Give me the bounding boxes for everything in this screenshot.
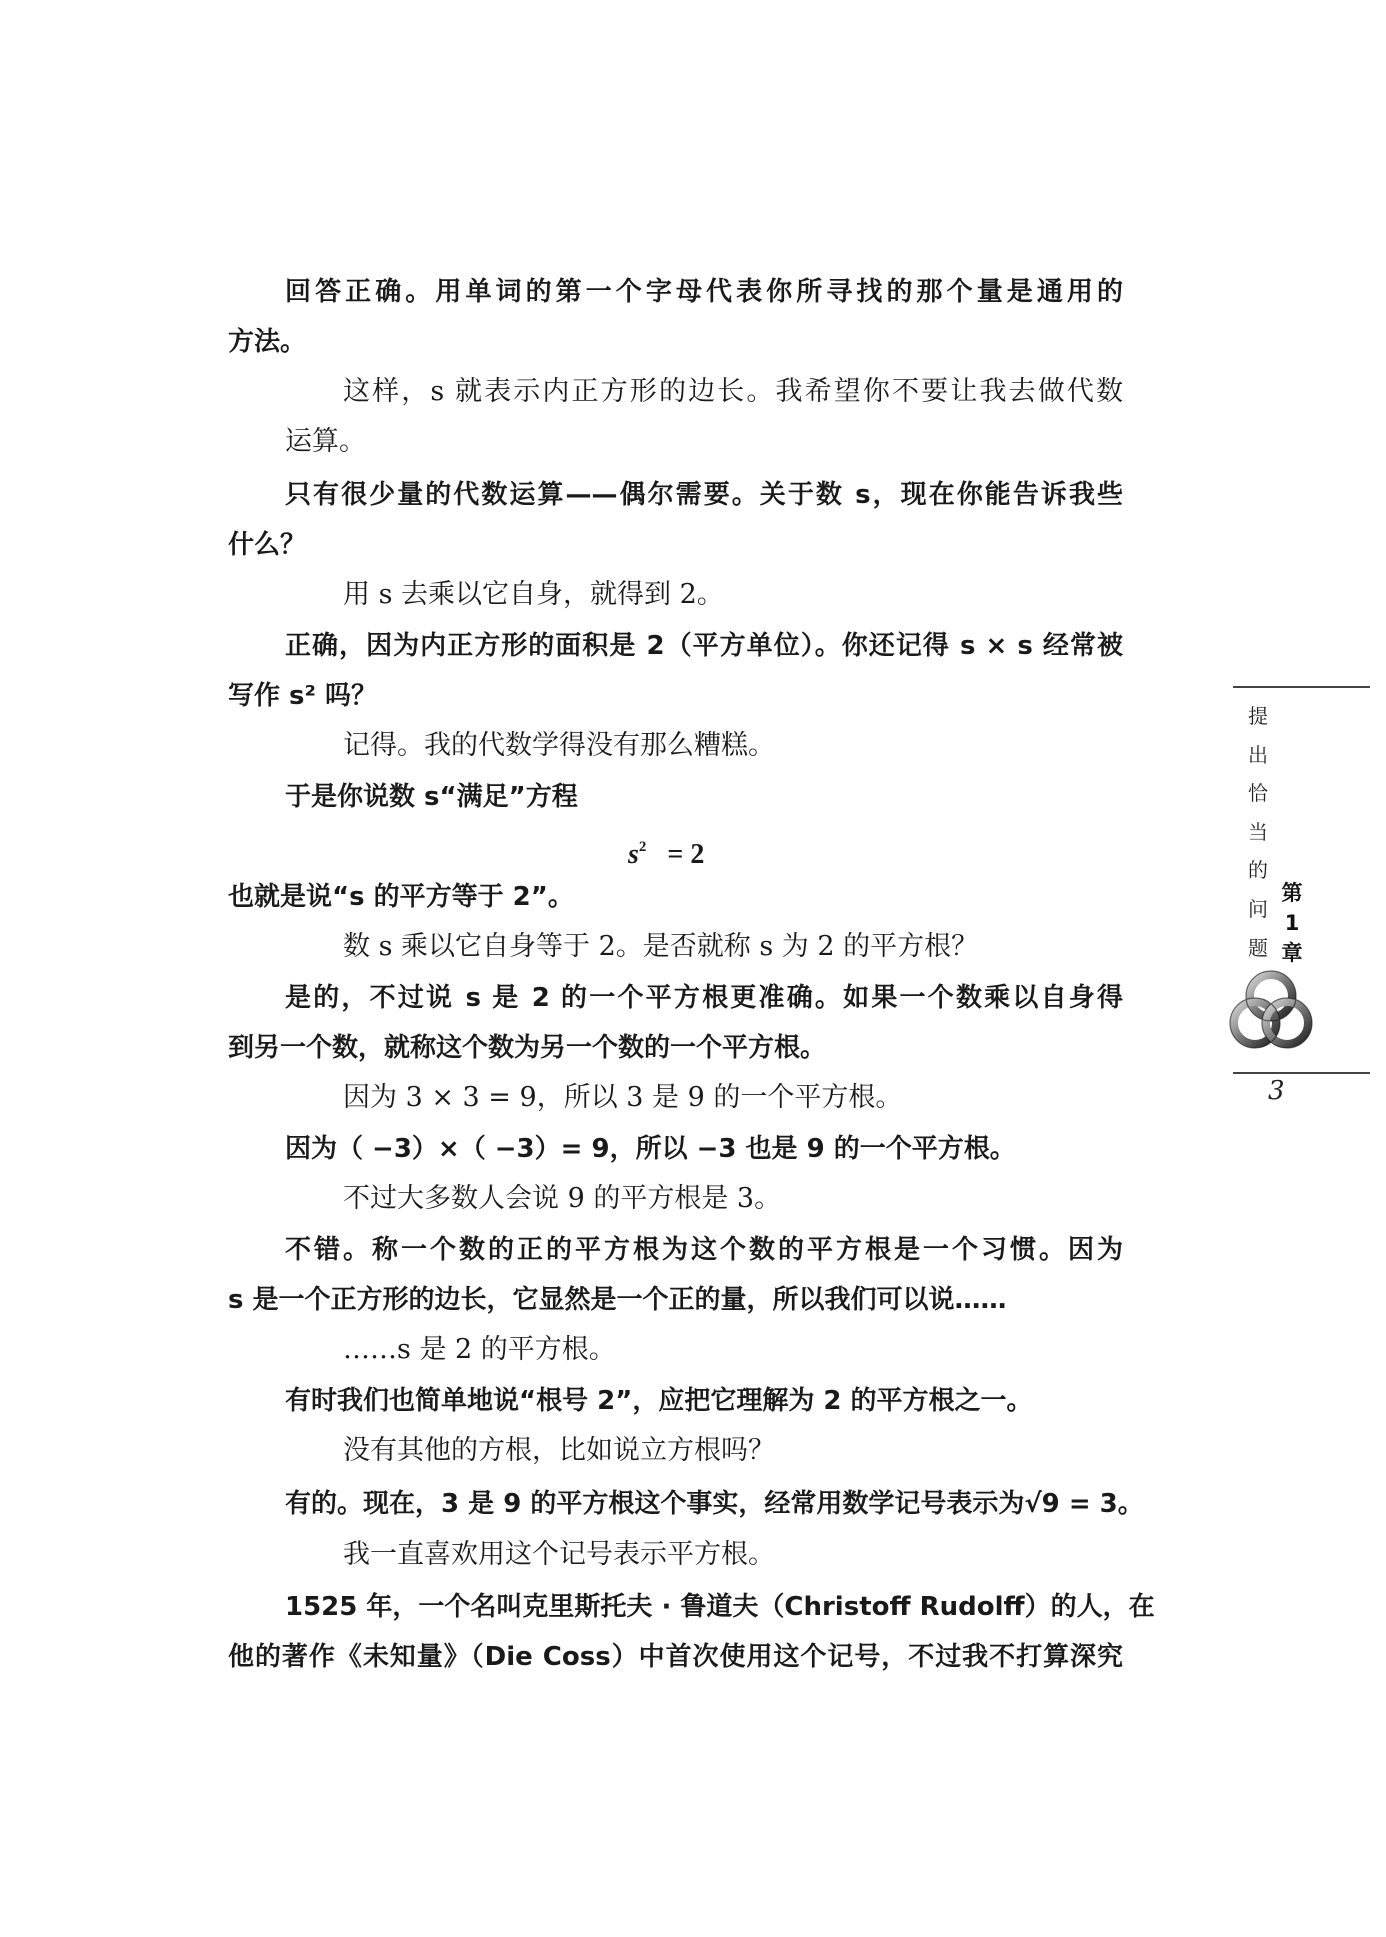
section-title-char: 问 xyxy=(1248,896,1268,921)
section-title-char: 提 xyxy=(1248,704,1268,728)
student-line: 因为 3 × 3 = 9，所以 3 是 9 的一个平方根。 xyxy=(343,1082,903,1113)
student-line: 记得。我的代数学得没有那么糟糕。 xyxy=(343,730,775,761)
teacher-line: 什么？ xyxy=(228,530,307,560)
sidebar-bottom-rule xyxy=(1233,1072,1370,1074)
section-title-char: 当 xyxy=(1248,819,1268,844)
section-title-char: 的 xyxy=(1248,858,1268,883)
section-title-vertical xyxy=(1244,697,1272,967)
student-line: 运算。 xyxy=(285,426,366,457)
student-line: ……s 是 2 的平方根。 xyxy=(343,1334,616,1365)
teacher-line: 不错。称一个数的正的平方根为这个数的平方根是一个习惯。因为 xyxy=(285,1235,1123,1265)
teacher-line: 到另一个数，就称这个数为另一个数的一个平方根。 xyxy=(228,1033,827,1063)
teacher-line: s 是一个正方形的边长，它显然是一个正的量，所以我们可以说…… xyxy=(228,1285,1007,1315)
student-line: 没有其他的方根，比如说立方根吗？ xyxy=(343,1435,775,1466)
teacher-line: 有时我们也简单地说“根号 2”，应把它理解为 2 的平方根之一。 xyxy=(285,1386,1033,1416)
teacher-line: 正确，因为内正方形的面积是 2（平方单位）。你还记得 s × s 经常被 xyxy=(285,631,1123,661)
sidebar-top-rule xyxy=(1233,686,1370,688)
teacher-line: 也就是说“s 的平方等于 2”。 xyxy=(228,882,574,912)
equation-s-squared xyxy=(628,827,704,875)
student-line: 不过大多数人会说 9 的平方根是 3。 xyxy=(343,1183,782,1214)
chapter-char: 第 xyxy=(1281,881,1303,905)
student-line: 我一直喜欢用这个记号表示平方根。 xyxy=(343,1539,775,1570)
teacher-line: 方法。 xyxy=(228,327,307,357)
teacher-line: 只有很少量的代数运算——偶尔需要。关于数 s，现在你能告诉我些 xyxy=(285,480,1123,510)
teacher-line: 因为（ −3）×（ −3）= 9，所以 −3 也是 9 的一个平方根。 xyxy=(285,1134,1016,1164)
trefoil-knot-icon xyxy=(1226,968,1316,1054)
page-number: 3 xyxy=(1268,1076,1285,1106)
student-line: 数 s 乘以它自身等于 2。是否就称 s 为 2 的平方根？ xyxy=(343,931,979,962)
equation-exponent: 2 xyxy=(638,839,647,855)
section-title-char: 出 xyxy=(1248,742,1268,767)
chapter-label xyxy=(1278,878,1306,968)
teacher-line: 他的著作《未知量》（Die Coss）中首次使用这个记号，不过我不打算深究 xyxy=(228,1642,1123,1672)
teacher-line: 有的。现在，3 是 9 的平方根这个事实，经常用数学记号表示为√9 = 3。 xyxy=(285,1489,1144,1519)
teacher-line: 1525 年，一个名叫克里斯托夫 · 鲁道夫（Christoff Rudolff）的人，在 xyxy=(285,1592,1155,1622)
teacher-line: 回答正确。用单词的第一个字母代表你所寻找的那个量是通用的 xyxy=(285,277,1123,307)
chapter-char: 1 xyxy=(1284,911,1300,935)
teacher-line: 是的，不过说 s 是 2 的一个平方根更准确。如果一个数乘以自身得 xyxy=(285,983,1123,1013)
equation-rhs: = 2 xyxy=(667,839,705,870)
student-line: 这样，s 就表示内正方形的边长。我希望你不要让我去做代数 xyxy=(343,376,1123,407)
chapter-char: 章 xyxy=(1281,941,1303,965)
equation-base: s xyxy=(628,839,639,870)
student-line: 用 s 去乘以它自身，就得到 2。 xyxy=(343,579,724,610)
teacher-line: 于是你说数 s“满足”方程 xyxy=(285,782,578,812)
teacher-line: 写作 s² 吗？ xyxy=(228,681,377,711)
section-title-char: 恰 xyxy=(1248,781,1268,806)
section-title-char: 题 xyxy=(1248,935,1268,960)
